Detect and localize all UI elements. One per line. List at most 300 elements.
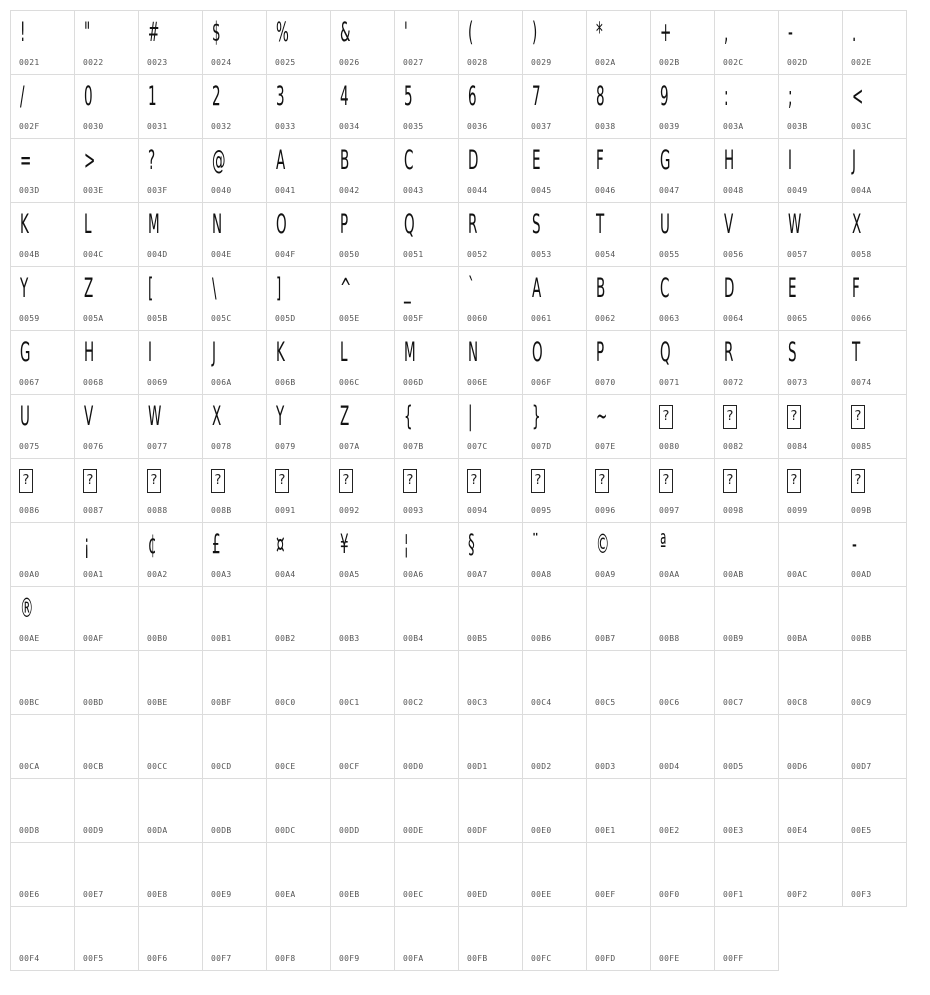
glyph-code-label: 00D1 <box>467 762 488 771</box>
glyph-sample: B <box>340 145 350 176</box>
glyph-sample: $ <box>212 17 221 48</box>
glyph-code-label: 0066 <box>851 314 872 323</box>
glyph-cell <box>10 842 75 907</box>
glyph-code-label: 00FE <box>659 954 680 963</box>
glyph-sample: ] <box>276 273 282 304</box>
glyph-cell <box>586 906 651 971</box>
glyph-cell <box>522 650 587 715</box>
glyph-cell <box>586 330 651 395</box>
glyph-code-label: 00FA <box>403 954 424 963</box>
glyph-code-label: 00AB <box>723 570 744 579</box>
glyph-cell <box>330 74 395 139</box>
glyph-code-label: 00FF <box>723 954 744 963</box>
glyph-cell <box>74 266 139 331</box>
glyph-cell <box>394 74 459 139</box>
glyph-code-label: 0074 <box>851 378 872 387</box>
glyph-code-label: 0088 <box>147 506 168 515</box>
glyph-cell <box>714 74 779 139</box>
glyph-code-label: 0023 <box>147 58 168 67</box>
glyph-code-label: 00AE <box>19 634 40 643</box>
glyph-cell <box>714 714 779 779</box>
glyph-code-label: 00AF <box>83 634 104 643</box>
glyph-sample: \ <box>212 273 217 304</box>
glyph-cell <box>842 778 907 843</box>
glyph-code-label: 00F0 <box>659 890 680 899</box>
glyph-sample: " <box>84 17 91 48</box>
glyph-cell <box>522 394 587 459</box>
glyph-cell <box>458 842 523 907</box>
glyph-code-label: 0085 <box>851 442 872 451</box>
glyph-code-label: 005A <box>83 314 104 323</box>
glyph-code-label: 00E4 <box>787 826 808 835</box>
glyph-sample: | <box>468 401 473 432</box>
glyph-cell <box>266 778 331 843</box>
glyph-sample: H <box>84 337 95 368</box>
glyph-code-label: 0065 <box>787 314 808 323</box>
glyph-sample: _ <box>404 273 411 304</box>
glyph-cell <box>778 586 843 651</box>
glyph-code-label: 0077 <box>147 442 168 451</box>
glyph-code-label: 0060 <box>467 314 488 323</box>
glyph-cell <box>778 778 843 843</box>
glyph-cell <box>842 714 907 779</box>
glyph-code-label: 0093 <box>403 506 424 515</box>
glyph-code-label: 00B1 <box>211 634 232 643</box>
glyph-code-label: 0050 <box>339 250 360 259</box>
glyph-sample: ' <box>404 17 408 48</box>
missing-glyph-box: ? <box>275 469 289 493</box>
glyph-cell <box>10 778 75 843</box>
glyph-code-label: 00B6 <box>531 634 552 643</box>
glyph-code-label: 0075 <box>19 442 40 451</box>
glyph-sample: I <box>788 145 792 176</box>
glyph-sample: 0 <box>84 81 93 112</box>
glyph-sample: . <box>852 17 857 48</box>
glyph-cell <box>266 202 331 267</box>
glyph-cell <box>842 522 907 587</box>
glyph-cell <box>586 394 651 459</box>
glyph-code-label: 0098 <box>723 506 744 515</box>
glyph-code-label: 00E0 <box>531 826 552 835</box>
glyph-sample: E <box>788 273 797 304</box>
glyph-code-label: 00C3 <box>467 698 488 707</box>
glyph-code-label: 006D <box>403 378 424 387</box>
glyph-cell <box>586 266 651 331</box>
missing-glyph-box: ? <box>851 469 865 493</box>
glyph-sample: ) <box>532 17 538 48</box>
glyph-code-label: 0096 <box>595 506 616 515</box>
glyph-cell <box>266 842 331 907</box>
glyph-code-label: 00D9 <box>83 826 104 835</box>
glyph-sample: @ <box>212 145 226 176</box>
glyph-cell <box>522 138 587 203</box>
glyph-sample: 7 <box>532 81 541 112</box>
glyph-cell <box>266 650 331 715</box>
missing-glyph-box: ? <box>339 469 353 493</box>
glyph-sample: G <box>20 337 31 368</box>
glyph-cell <box>330 778 395 843</box>
glyph-cell <box>266 138 331 203</box>
glyph-cell <box>778 266 843 331</box>
glyph-code-label: 00B3 <box>339 634 360 643</box>
glyph-code-label: 0095 <box>531 506 552 515</box>
glyph-code-label: 00F3 <box>851 890 872 899</box>
glyph-code-label: 00A3 <box>211 570 232 579</box>
glyph-cell <box>650 906 715 971</box>
glyph-cell <box>266 330 331 395</box>
glyph-code-label: 0043 <box>403 186 424 195</box>
glyph-cell <box>10 266 75 331</box>
glyph-cell <box>202 74 267 139</box>
glyph-code-label: 00CA <box>19 762 40 771</box>
glyph-cell <box>586 74 651 139</box>
glyph-sample: N <box>468 337 479 368</box>
glyph-code-label: 0078 <box>211 442 232 451</box>
glyph-cell <box>714 10 779 75</box>
glyph-cell <box>522 10 587 75</box>
glyph-code-label: 0040 <box>211 186 232 195</box>
glyph-cell <box>330 650 395 715</box>
glyph-code-label: 003C <box>851 122 872 131</box>
glyph-cell <box>586 10 651 75</box>
glyph-code-label: 003D <box>19 186 40 195</box>
glyph-sample: W <box>148 401 162 432</box>
glyph-sample: K <box>20 209 29 240</box>
glyph-cell <box>650 586 715 651</box>
glyph-sample: [ <box>148 273 154 304</box>
glyph-code-label: 0042 <box>339 186 360 195</box>
glyph-cell <box>138 202 203 267</box>
glyph-code-label: 0030 <box>83 122 104 131</box>
glyph-cell <box>650 10 715 75</box>
glyph-cell <box>842 586 907 651</box>
glyph-code-label: 003E <box>83 186 104 195</box>
glyph-code-label: 00E3 <box>723 826 744 835</box>
glyph-cell <box>778 10 843 75</box>
glyph-cell <box>330 842 395 907</box>
glyph-code-label: 00F1 <box>723 890 744 899</box>
glyph-cell <box>138 586 203 651</box>
glyph-code-label: 00C5 <box>595 698 616 707</box>
glyph-sample: , <box>724 17 729 48</box>
glyph-cell <box>650 74 715 139</box>
glyph-sample: M <box>148 209 160 240</box>
glyph-cell <box>458 266 523 331</box>
glyph-code-label: 002F <box>19 122 40 131</box>
glyph-cell <box>714 522 779 587</box>
glyph-code-label: 00A2 <box>147 570 168 579</box>
glyph-sample: F <box>596 145 604 176</box>
glyph-cell <box>74 10 139 75</box>
glyph-code-label: 002E <box>851 58 872 67</box>
glyph-cell <box>714 202 779 267</box>
glyph-code-label: 00C0 <box>275 698 296 707</box>
glyph-code-label: 0024 <box>211 58 232 67</box>
glyph-sample: S <box>532 209 541 240</box>
glyph-cell <box>458 138 523 203</box>
glyph-sample: B <box>596 273 606 304</box>
glyph-cell <box>586 586 651 651</box>
glyph-code-label: 007C <box>467 442 488 451</box>
glyph-code-label: 00FC <box>531 954 552 963</box>
glyph-code-label: 004D <box>147 250 168 259</box>
glyph-cell <box>10 714 75 779</box>
glyph-cell <box>458 714 523 779</box>
glyph-cell <box>138 330 203 395</box>
glyph-sample: 2 <box>212 81 221 112</box>
glyph-cell <box>458 394 523 459</box>
missing-glyph-box: ? <box>659 469 673 493</box>
glyph-cell <box>522 586 587 651</box>
glyph-code-label: 00A9 <box>595 570 616 579</box>
glyph-sample: A <box>532 273 542 304</box>
glyph-sample: H <box>724 145 735 176</box>
glyph-code-label: 0062 <box>595 314 616 323</box>
glyph-code-label: 00C9 <box>851 698 872 707</box>
glyph-code-label: 00BF <box>211 698 232 707</box>
glyph-sample: U <box>20 401 30 432</box>
glyph-cell <box>138 906 203 971</box>
glyph-code-label: 006E <box>467 378 488 387</box>
glyph-cell <box>778 650 843 715</box>
glyph-code-label: 0067 <box>19 378 40 387</box>
glyph-sample: ¢ <box>148 529 157 560</box>
glyph-code-label: 00A4 <box>275 570 296 579</box>
glyph-sample: R <box>468 209 478 240</box>
glyph-code-label: 0084 <box>787 442 808 451</box>
glyph-code-label: 00C1 <box>339 698 360 707</box>
glyph-cell <box>394 138 459 203</box>
glyph-cell <box>650 650 715 715</box>
glyph-code-label: 00A8 <box>531 570 552 579</box>
glyph-code-label: 007B <box>403 442 424 451</box>
glyph-code-label: 0031 <box>147 122 168 131</box>
glyph-cell <box>266 266 331 331</box>
glyph-sample: ` <box>468 273 475 304</box>
glyph-sample: J <box>212 337 216 368</box>
glyph-code-label: 002C <box>723 58 744 67</box>
glyph-cell <box>138 650 203 715</box>
glyph-cell <box>586 714 651 779</box>
glyph-cell <box>266 458 331 523</box>
glyph-code-label: 00FD <box>595 954 616 963</box>
glyph-grid <box>10 10 920 970</box>
glyph-code-label: 00A6 <box>403 570 424 579</box>
glyph-code-label: 0086 <box>19 506 40 515</box>
glyph-code-label: 00CD <box>211 762 232 771</box>
glyph-code-label: 003B <box>787 122 808 131</box>
missing-glyph-box: ? <box>595 469 609 493</box>
missing-glyph-box: ? <box>531 469 545 493</box>
glyph-sample: S <box>788 337 797 368</box>
glyph-code-label: 00B2 <box>275 634 296 643</box>
glyph-sample: Z <box>340 401 350 432</box>
glyph-cell <box>522 458 587 523</box>
glyph-sample: { <box>404 401 413 432</box>
glyph-code-label: 00F6 <box>147 954 168 963</box>
glyph-code-label: 00EF <box>595 890 616 899</box>
glyph-code-label: 00B8 <box>659 634 680 643</box>
glyph-code-label: 00AC <box>787 570 808 579</box>
glyph-sample: D <box>468 145 479 176</box>
glyph-cell <box>458 906 523 971</box>
glyph-cell <box>330 266 395 331</box>
glyph-sample: O <box>532 337 543 368</box>
glyph-code-label: 00D8 <box>19 826 40 835</box>
glyph-code-label: 00C4 <box>531 698 552 707</box>
glyph-cell <box>138 138 203 203</box>
glyph-cell <box>650 202 715 267</box>
glyph-code-label: 0052 <box>467 250 488 259</box>
glyph-code-label: 0044 <box>467 186 488 195</box>
glyph-code-label: 003F <box>147 186 168 195</box>
glyph-code-label: 00D7 <box>851 762 872 771</box>
glyph-cell <box>74 714 139 779</box>
glyph-code-label: 0029 <box>531 58 552 67</box>
glyph-cell <box>586 522 651 587</box>
glyph-sample: # <box>148 17 160 48</box>
glyph-sample: Y <box>20 273 29 304</box>
glyph-code-label: 0094 <box>467 506 488 515</box>
glyph-sample: F <box>852 273 860 304</box>
glyph-code-label: 00A1 <box>83 570 104 579</box>
glyph-code-label: 00C6 <box>659 698 680 707</box>
glyph-code-label: 003A <box>723 122 744 131</box>
glyph-code-label: 002B <box>659 58 680 67</box>
glyph-cell <box>330 906 395 971</box>
glyph-sample: > <box>84 145 96 176</box>
glyph-cell <box>586 778 651 843</box>
glyph-code-label: 00EC <box>403 890 424 899</box>
glyph-cell <box>330 522 395 587</box>
glyph-code-label: 006B <box>275 378 296 387</box>
glyph-cell <box>10 202 75 267</box>
glyph-code-label: 00A0 <box>19 570 40 579</box>
glyph-cell <box>10 394 75 459</box>
glyph-code-label: 0071 <box>659 378 680 387</box>
glyph-sample: X <box>212 401 222 432</box>
missing-glyph-box: ? <box>723 405 737 429</box>
glyph-cell <box>330 394 395 459</box>
glyph-code-label: 0047 <box>659 186 680 195</box>
glyph-cell <box>202 266 267 331</box>
glyph-sample: - <box>788 17 793 48</box>
glyph-cell <box>714 842 779 907</box>
glyph-cell <box>74 458 139 523</box>
glyph-sample: + <box>660 17 672 48</box>
glyph-code-label: 0072 <box>723 378 744 387</box>
glyph-cell <box>394 906 459 971</box>
glyph-cell <box>330 138 395 203</box>
glyph-cell <box>650 522 715 587</box>
glyph-code-label: 004A <box>851 186 872 195</box>
glyph-cell <box>330 714 395 779</box>
glyph-cell <box>522 778 587 843</box>
glyph-cell <box>458 74 523 139</box>
glyph-code-label: 007A <box>339 442 360 451</box>
glyph-cell <box>10 522 75 587</box>
glyph-cell <box>202 842 267 907</box>
glyph-cell <box>394 778 459 843</box>
glyph-sample: X <box>852 209 862 240</box>
glyph-cell <box>522 842 587 907</box>
glyph-cell <box>138 522 203 587</box>
missing-glyph-box: ? <box>659 405 673 429</box>
glyph-cell <box>522 906 587 971</box>
glyph-cell <box>330 586 395 651</box>
glyph-code-label: 00BE <box>147 698 168 707</box>
glyph-code-label: 0070 <box>595 378 616 387</box>
glyph-cell <box>586 842 651 907</box>
glyph-sample: V <box>84 401 94 432</box>
glyph-cell <box>394 842 459 907</box>
glyph-code-label: 00EB <box>339 890 360 899</box>
glyph-cell <box>266 714 331 779</box>
glyph-code-label: 00D6 <box>787 762 808 771</box>
glyph-sample: L <box>340 337 348 368</box>
glyph-sample: ª <box>660 529 667 560</box>
glyph-sample: ; <box>788 81 793 112</box>
glyph-sample: % <box>276 17 289 48</box>
glyph-cell <box>650 778 715 843</box>
glyph-code-label: 00D2 <box>531 762 552 771</box>
glyph-sample: © <box>596 529 610 560</box>
glyph-code-label: 0099 <box>787 506 808 515</box>
glyph-cell <box>10 138 75 203</box>
glyph-code-label: 005B <box>147 314 168 323</box>
glyph-sample: K <box>276 337 285 368</box>
glyph-cell <box>714 778 779 843</box>
glyph-sample: Y <box>276 401 285 432</box>
glyph-code-label: 006A <box>211 378 232 387</box>
glyph-cell <box>586 202 651 267</box>
glyph-cell <box>394 330 459 395</box>
glyph-sample: W <box>788 209 802 240</box>
missing-glyph-box: ? <box>851 405 865 429</box>
glyph-cell <box>266 74 331 139</box>
glyph-code-label: 00D5 <box>723 762 744 771</box>
glyph-code-label: 0082 <box>723 442 744 451</box>
glyph-code-label: 00C7 <box>723 698 744 707</box>
missing-glyph-box: ? <box>211 469 225 493</box>
glyph-code-label: 00CB <box>83 762 104 771</box>
glyph-cell <box>714 138 779 203</box>
glyph-cell <box>74 586 139 651</box>
glyph-cell <box>10 74 75 139</box>
glyph-sample: G <box>660 145 671 176</box>
glyph-cell <box>74 778 139 843</box>
glyph-cell <box>330 202 395 267</box>
glyph-code-label: 0032 <box>211 122 232 131</box>
glyph-sample: £ <box>212 529 221 560</box>
glyph-sample: ¨ <box>532 529 539 560</box>
glyph-cell <box>266 394 331 459</box>
glyph-cell <box>778 74 843 139</box>
glyph-cell <box>778 138 843 203</box>
glyph-cell <box>458 650 523 715</box>
glyph-code-label: 00B9 <box>723 634 744 643</box>
glyph-code-label: 0051 <box>403 250 424 259</box>
glyph-code-label: 00D3 <box>595 762 616 771</box>
glyph-cell <box>138 714 203 779</box>
missing-glyph-box: ? <box>403 469 417 493</box>
glyph-cell <box>842 650 907 715</box>
glyph-code-label: 0037 <box>531 122 552 131</box>
glyph-cell <box>778 330 843 395</box>
glyph-cell <box>330 330 395 395</box>
glyph-cell <box>202 778 267 843</box>
glyph-code-label: 0034 <box>339 122 360 131</box>
